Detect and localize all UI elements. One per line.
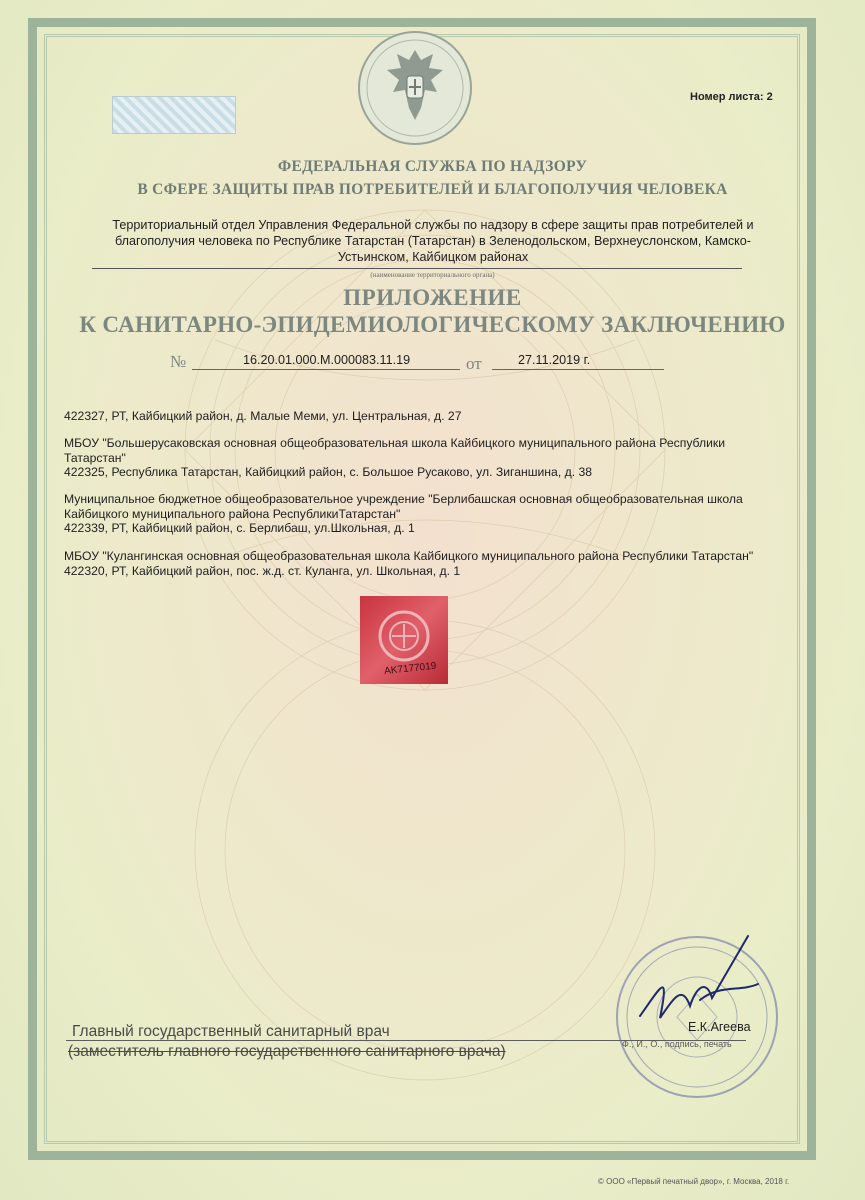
- agency-name-line1: ФЕДЕРАЛЬНАЯ СЛУЖБА ПО НАДЗОРУ: [277, 158, 588, 175]
- hologram-code: AK7177019: [383, 660, 437, 678]
- address-block: [55, 436, 765, 480]
- signature-caption: Ф., И., О., подпись, печать: [622, 1039, 732, 1049]
- double-eagle-emblem-icon: [355, 28, 475, 148]
- security-hologram-sticker: [360, 596, 448, 684]
- document-number: 16.20.01.000.М.000083.11.19: [243, 353, 411, 367]
- territorial-body: Территориальный отдел Управления Федеральной службы по надзору в сфере защиты прав потребителей и благополучия человека по Республике Татарстан (Татарстан) в Зеленодольском, Верхнеуслонском, Камско-Устьинском, Кайбицком районах: [112, 218, 754, 264]
- date-label: от: [466, 354, 482, 373]
- number-underline: [192, 369, 460, 370]
- address-line: 422320, РТ, Кайбицкий район, пос. ж.д. ст. Куланга, ул. Школьная, д. 1: [64, 563, 461, 578]
- address-block: [55, 492, 765, 536]
- address-block: [55, 409, 765, 424]
- number-label: №: [170, 352, 187, 371]
- sheet-number: Номер листа: 2: [690, 91, 773, 103]
- document-date: 27.11.2019 г.: [518, 353, 591, 367]
- address-block: [55, 549, 765, 578]
- document-title: ПРИЛОЖЕНИЕ: [343, 285, 522, 310]
- territorial-underline: [92, 268, 742, 269]
- agency-name-line2: В СФЕРЕ ЗАЩИТЫ ПРАВ ПОТРЕБИТЕЛЕЙ И БЛАГОПОЛУЧИЯ ЧЕЛОВЕКА: [137, 181, 728, 198]
- doctor-title: Главный государственный санитарный врач: [72, 1023, 390, 1040]
- document-subtitle: К САНИТАРНО-ЭПИДЕМИОЛОГИЧЕСКОМУ ЗАКЛЮЧЕНИЮ: [79, 312, 786, 337]
- signer-name: Е.К.Агеева: [688, 1020, 751, 1034]
- address-line: 422339, РТ, Кайбицкий район, с. Берлибаш, ул.Школьная, д. 1: [64, 521, 415, 536]
- hologram-strip: [112, 96, 236, 134]
- territorial-caption: (наименование территориального органа): [370, 271, 495, 279]
- deputy-title: (заместитель главного государственного санитарного врача): [68, 1043, 506, 1060]
- date-underline: [492, 369, 664, 370]
- organization-name: МБОУ "Большерусаковская основная общеобразовательная школа Кайбицкого муниципального района Республики Татарстан": [64, 436, 726, 465]
- address-line: 422327, РТ, Кайбицкий район, д. Малые Меми, ул. Центральная, д. 27: [64, 409, 462, 423]
- organization-name: Муниципальное бюджетное общеобразовательное учреждение "Берлибашская основная общеобразовательная школа Кайбицкого муниципального района РеспубликиТатарстан": [64, 492, 743, 521]
- address-line: 422325, Республика Татарстан, Кайбицкий район, с. Большое Русаково, ул. Зиганшина, д. 38: [64, 465, 593, 480]
- organization-name: МБОУ "Кулангинская основная общеобразовательная школа Кайбицкого муниципального района Республики Татарстан": [64, 549, 754, 563]
- printer-imprint: © ООО «Первый печатный двор», г. Москва, 2018 г.: [598, 1177, 790, 1186]
